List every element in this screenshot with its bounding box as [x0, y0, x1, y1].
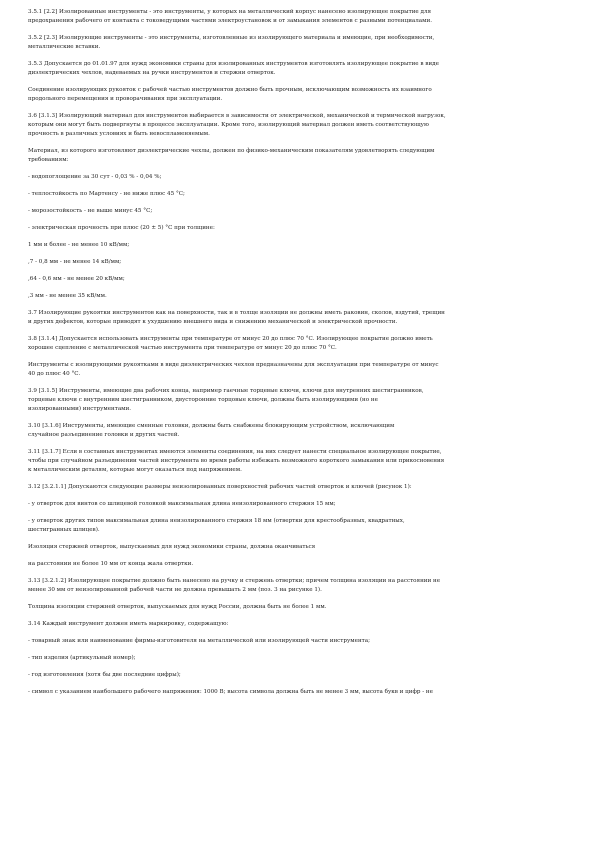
paragraph — [28, 34, 564, 52]
paragraph — [28, 361, 564, 379]
paragraph-line: продольного перемещения и проворачивания при эксплуатации. — [28, 96, 223, 102]
paragraph — [28, 500, 564, 509]
paragraph — [28, 224, 564, 233]
paragraph-line: - товарный знак или наименование фирмы-изготовителя на металлической или изолирующей части инструмента; — [28, 638, 370, 644]
paragraph-line: 3.6 [3.1.3] Изолирующий материал для инструментов выбирается в зависимости от электрической, механической и термической нагрузок, — [28, 113, 446, 119]
paragraph — [28, 241, 564, 250]
paragraph-line: - символ с указанием наибольшего рабочего напряжения: 1000 В; высота символа должна быть не менее 3 мм, высота букв и цифр - не — [28, 689, 433, 695]
paragraph — [28, 8, 564, 26]
paragraph — [28, 688, 564, 697]
paragraph-line: менее 30 мм от неизолированной рабочей части не должна превышать 2 мм (поз. 3 на рисунке 1). — [28, 587, 322, 593]
paragraph-line: 3.5.3 Допускается до 01.01.97 для нужд экономики страны для изолированных инструментов изготовлять изолирующее покрытие в виде — [28, 61, 439, 67]
paragraph-line: 3.9 [3.1.5] Инструменты, имеющие два рабочих конца, например гаечные торцевые ключи, ключи для внутренних шестигранников, — [28, 388, 424, 394]
paragraph — [28, 483, 564, 492]
paragraph-line: которым они могут быть подвергнуты в процессе эксплуатации. Кроме того, изолирующий материал должен иметь соответствующую — [28, 122, 429, 128]
paragraph-line: шестигранных шлицев). — [28, 527, 100, 533]
paragraph-line: чтобы при случайном разъединении частей инструмента во время работы избежать возможного короткого замыкания или прикосновения — [28, 458, 445, 464]
paragraph-line: Соединение изолирующих рукояток с рабочей частью инструментов должно быть прочным, исключающим возможность их взаимного — [28, 87, 432, 93]
paragraph-line: 3.12 [3.2.1.1] Допускаются следующие размеры неизолированных поверхностей рабочих частей отверток и ключей (рисунок 1): — [28, 484, 412, 490]
document-page — [28, 8, 564, 705]
paragraph — [28, 422, 564, 440]
paragraph — [28, 543, 564, 552]
paragraph-line: - электрическая прочность при плюс (20 ± 5) °С при толщине: — [28, 225, 215, 231]
paragraph — [28, 637, 564, 646]
paragraph-line: ,7 - 0,8 мм - не менее 14 кВ/мм; — [28, 259, 122, 265]
paragraph — [28, 387, 564, 414]
paragraph — [28, 335, 564, 353]
paragraph-line: Толщина изоляции стержней отверток, выпускаемых для нужд России, должна быть не более 1 мм. — [28, 604, 327, 610]
paragraph — [28, 603, 564, 612]
paragraph — [28, 292, 564, 301]
paragraph-line: 3.14 Каждый инструмент должен иметь маркировку, содержащую: — [28, 621, 229, 627]
paragraph-line: к металлическим деталям, которые могут оказаться под напряжением. — [28, 467, 242, 473]
paragraph-line: ,3 мм - не менее 35 кВ/мм. — [28, 293, 107, 299]
paragraph-line: 3.5.2 [2.3] Изолирующие инструменты - это инструменты, изготовленные из изолирующего материала и имеющие, при необходимости, — [28, 35, 435, 41]
paragraph-line: - год изготовления (хотя бы две последние цифры); — [28, 672, 181, 678]
paragraph-line: изолированными) инструментами. — [28, 406, 132, 412]
paragraph-line: 3.5.1 [2.2] Изолированные инструменты - это инструменты, у которых на металлический корпус нанесено изолирующее покрытие для — [28, 9, 432, 15]
paragraph-line: - у отверток для винтов со шлицевой головкой максимальная длина неизолированного стержня 15 мм; — [28, 501, 336, 507]
paragraph-line: 3.7 Изолирующие рукоятки инструментов как на поверхности, так и в толще изоляции не должны иметь раковин, сколов, вздутий, трещин — [28, 310, 445, 316]
paragraph-line: 1 мм и более - не менее 10 кВ/мм; — [28, 242, 130, 248]
paragraph — [28, 60, 564, 78]
paragraph-line: требованиям: — [28, 157, 69, 163]
paragraph-line: 40 до плюс 40 °С. — [28, 371, 81, 377]
paragraph — [28, 275, 564, 284]
paragraph-line: диэлектрических чехлов, надеваемых на ручки инструментов и стержни отверток. — [28, 70, 276, 76]
paragraph-line: - водопоглощение за 30 сут - 0,03 % - 0,04 %; — [28, 174, 162, 180]
paragraph — [28, 448, 564, 475]
paragraph-line: 3.13 [3.2.1.2] Изолирующее покрытие должно быть нанесено на ручку и стержень отвертки; причем толщина изоляции на расстоянии не — [28, 578, 441, 584]
paragraph — [28, 654, 564, 663]
paragraph-line: 3.10 [3.1.6] Инструменты, имеющие сменные головки, должны быть снабжены блокирующим устройством, исключающим — [28, 423, 395, 429]
paragraph — [28, 147, 564, 165]
paragraph — [28, 173, 564, 182]
paragraph-line: прочность в различных условиях и быть невоспламеняемым. — [28, 131, 210, 137]
paragraph-line: - тип изделия (артикульный номер); — [28, 655, 136, 661]
paragraph — [28, 517, 564, 535]
paragraph — [28, 190, 564, 199]
paragraph-line: - теплостойкость по Мартенсу - не ниже плюс 45 °С; — [28, 191, 185, 197]
paragraph-line: случайное разъединение головки и других частей. — [28, 432, 180, 438]
paragraph-line: торцевые ключи с внутренним шестигранником, двусторонние торцовые ключи, должны быть изолирующими (но не — [28, 397, 378, 403]
paragraph-line: Изоляция стержней отверток, выпускаемых для нужд экономики страны, должна оканчиваться — [28, 544, 316, 550]
paragraph — [28, 86, 564, 104]
paragraph-line: предохранения рабочего от контакта с токоведущими частями электроустановок и от замыкания элементов с разными потенциалами. — [28, 18, 433, 24]
paragraph — [28, 577, 564, 595]
paragraph-line: 3.11 [3.1.7] Если в составных инструментах имеются элементы соединения, на них следует нанести специальное изолирующее покрытие, — [28, 449, 442, 455]
paragraph-line: ,64 - 0,6 мм - не менее 20 кВ/мм; — [28, 276, 125, 282]
paragraph — [28, 671, 564, 680]
paragraph-line: на расстоянии не более 10 мм от конца жала отвертки. — [28, 561, 194, 567]
paragraph — [28, 112, 564, 139]
paragraph-line: - морозостойкость - не выше минус 45 °С; — [28, 208, 153, 214]
paragraph-line: 3.8 [3.1.4] Допускается использовать инструменты при температуре от минус 20 до плюс 70 °С. Изолирующее покрытие должно иметь — [28, 336, 433, 342]
paragraph — [28, 560, 564, 569]
paragraph — [28, 620, 564, 629]
paragraph — [28, 258, 564, 267]
paragraph-line: и других дефектов, которые приводят к ухудшению внешнего вида и снижению механической и электрической прочности. — [28, 319, 398, 325]
paragraph — [28, 207, 564, 216]
paragraph-line: Инструменты с изолирующими рукоятками в виде диэлектрических чехлов предназначены для эксплуатации при температуре от минус — [28, 362, 439, 368]
paragraph-line: - у отверток других типов максимальная длина неизолированного стержня 18 мм (отвертки для крестообразных, квадратных, — [28, 518, 405, 524]
paragraph-line: Материал, из которого изготовляют диэлектрические чехлы, должен по физико-механическим показателям удовлетворять следующим — [28, 148, 435, 154]
paragraph — [28, 309, 564, 327]
paragraph-line: металлические вставки. — [28, 44, 101, 50]
paragraph-line: хорошее сцепление с металлической частью инструмента при температуре от минус 20 до плюс 70 °С. — [28, 345, 337, 351]
